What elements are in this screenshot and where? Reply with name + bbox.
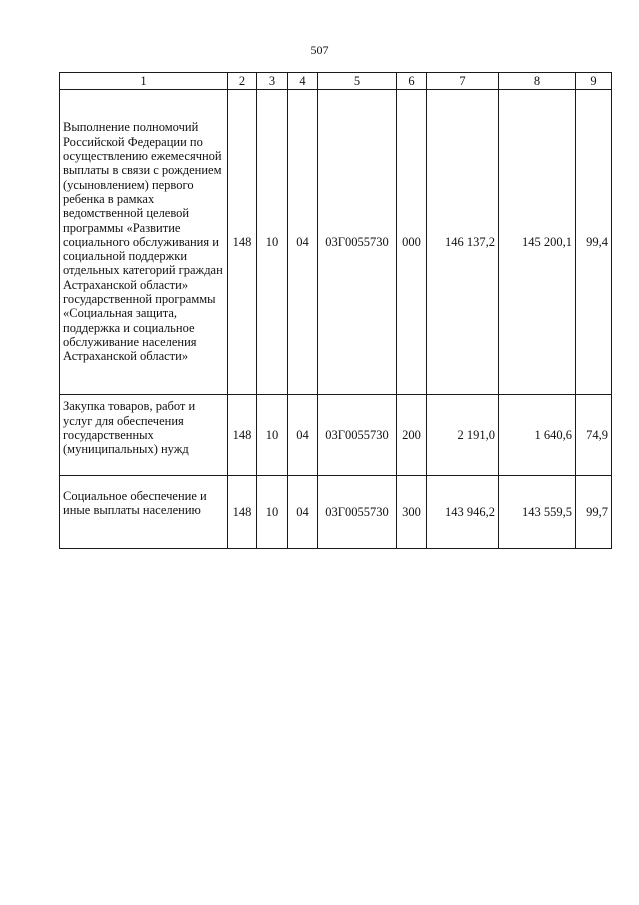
actual-amount-cell: 1 640,6 [499, 395, 576, 476]
page-number: 507 [310, 43, 329, 57]
header-cell-1: 1 [60, 73, 228, 90]
header-cell-4: 4 [288, 73, 318, 90]
header-cell-9: 9 [576, 73, 612, 90]
admin-code-cell: 148 [228, 90, 257, 395]
header-cell-6: 6 [397, 73, 427, 90]
percent-cell: 99,4 [576, 90, 612, 395]
row-description [60, 395, 228, 476]
planned-amount-cell: 143 946,2 [427, 476, 499, 549]
expense-type-cell: 200 [397, 395, 427, 476]
header-row [60, 73, 612, 90]
table-row [60, 395, 612, 476]
row-description-text: Выполнение полномочий Российской Федерации по осуществлению ежемесячной выплаты в связи с рождением (усыновлением) первого ребенка в рамках ведомственной целевой программы «Развитие социального обслуживания и социальной поддержки отдельных категорий граждан Астраханской области» государственной программы «Социальная защита, поддержка и социальное обслуживание населения Астраханской области» [63, 120, 223, 364]
budget-execution-table [59, 72, 612, 549]
expense-type-cell: 300 [397, 476, 427, 549]
admin-code-cell: 148 [228, 395, 257, 476]
subsection-cell: 04 [288, 476, 318, 549]
row-description [60, 476, 228, 549]
planned-amount-cell: 2 191,0 [427, 395, 499, 476]
section-cell: 10 [257, 395, 288, 476]
header-cell-3: 3 [257, 73, 288, 90]
target-article-cell: 03Г0055730 [318, 476, 397, 549]
table-row [60, 476, 612, 549]
row-description [60, 90, 228, 395]
header-cell-7: 7 [427, 73, 499, 90]
target-article-cell: 03Г0055730 [318, 395, 397, 476]
actual-amount-cell: 145 200,1 [499, 90, 576, 395]
actual-amount-cell: 143 559,5 [499, 476, 576, 549]
subsection-cell: 04 [288, 395, 318, 476]
expense-type-cell: 000 [397, 90, 427, 395]
target-article-cell: 03Г0055730 [318, 90, 397, 395]
percent-cell: 99,7 [576, 476, 612, 549]
row-description-text: Закупка товаров, работ и услуг для обеспечения государственных (муниципальных) нужд [63, 399, 196, 457]
row-description-text: Социальное обеспечение и иные выплаты населению [63, 488, 207, 517]
planned-amount-cell: 146 137,2 [427, 90, 499, 395]
section-cell: 10 [257, 476, 288, 549]
header-cell-8: 8 [499, 73, 576, 90]
header-cell-2: 2 [228, 73, 257, 90]
table-header [60, 73, 612, 90]
header-cell-5: 5 [318, 73, 397, 90]
percent-cell: 74,9 [576, 395, 612, 476]
section-cell: 10 [257, 90, 288, 395]
admin-code-cell: 148 [228, 476, 257, 549]
table-row [60, 90, 612, 395]
subsection-cell: 04 [288, 90, 318, 395]
